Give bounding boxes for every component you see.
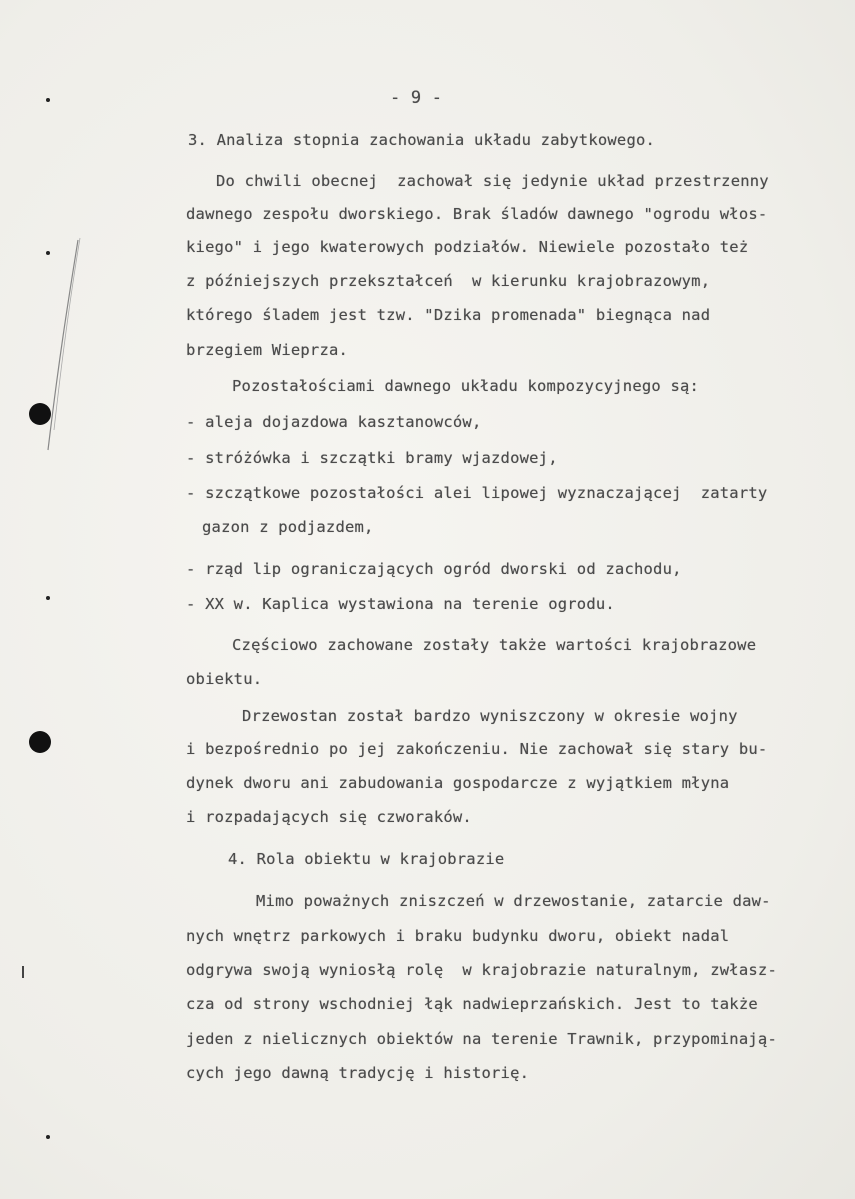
list-item: - XX w. Kaplica wystawiona na terenie ogrodu. xyxy=(186,595,615,613)
section-3-heading: 3. Analiza stopnia zachowania układu zabytkowego. xyxy=(188,131,656,149)
section-4-heading: 4. Rola obiektu w krajobrazie xyxy=(228,850,505,868)
paragraph-line: odgrywa swoją wyniosłą rolę w krajobrazie naturalnym, zwłasz- xyxy=(186,961,777,979)
paragraph-line: którego śladem jest tzw. "Dzika promenada" biegnąca nad xyxy=(186,306,711,324)
paragraph-line: cych jego dawną tradycję i historię. xyxy=(186,1064,530,1082)
paragraph-line: i bezpośrednio po jej zakończeniu. Nie zachował się stary bu- xyxy=(186,740,768,758)
paragraph-line: obiektu. xyxy=(186,670,263,688)
paragraph-line: Do chwili obecnej zachował się jedynie układ przestrzenny xyxy=(216,172,769,190)
paragraph-line: Drzewostan został bardzo wyniszczony w okresie wojny xyxy=(242,707,738,725)
paragraph-line: dawnego zespołu dworskiego. Brak śladów dawnego "ogrodu włos- xyxy=(186,205,768,223)
list-item: - rząd lip ograniczających ogród dworski od zachodu, xyxy=(186,560,682,578)
paragraph-line: i rozpadających się czworaków. xyxy=(186,808,472,826)
margin-dot xyxy=(46,1135,50,1139)
margin-dot xyxy=(46,98,50,102)
page-number: - 9 - xyxy=(390,88,443,108)
margin-tick xyxy=(22,966,24,978)
list-item-continuation: gazon z podjazdem, xyxy=(202,518,374,536)
paragraph-line: Częściowo zachowane zostały także wartości krajobrazowe xyxy=(232,636,757,654)
pencil-stroke xyxy=(40,230,100,470)
paragraph-line: z późniejszych przekształceń w kierunku krajobrazowym, xyxy=(186,272,711,290)
list-item: - szczątkowe pozostałości alei lipowej wyznaczającej zatarty xyxy=(186,484,768,502)
list-item: - stróżówka i szczątki bramy wjazdowej, xyxy=(186,449,558,467)
paragraph-line: nych wnętrz parkowych i braku budynku dworu, obiekt nadal xyxy=(186,927,730,945)
list-intro: Pozostałościami dawnego układu kompozycyjnego są: xyxy=(232,377,700,395)
paragraph-line: dynek dworu ani zabudowania gospodarcze z wyjątkiem młyna xyxy=(186,774,730,792)
paragraph-line: kiego" i jego kwaterowych podziałów. Niewiele pozostało też xyxy=(186,238,749,256)
paragraph-line: brzegiem Wieprza. xyxy=(186,341,349,359)
margin-dot xyxy=(46,596,50,600)
paragraph-line: Mimo poważnych zniszczeń w drzewostanie, zatarcie daw- xyxy=(256,892,771,910)
paragraph-line: cza od strony wschodniej łąk nadwieprzańskich. Jest to także xyxy=(186,995,758,1013)
punch-hole-bottom xyxy=(29,731,51,753)
list-item: - aleja dojazdowa kasztanowców, xyxy=(186,413,482,431)
paragraph-line: jeden z nielicznych obiektów na terenie Trawnik, przypominają- xyxy=(186,1030,777,1048)
